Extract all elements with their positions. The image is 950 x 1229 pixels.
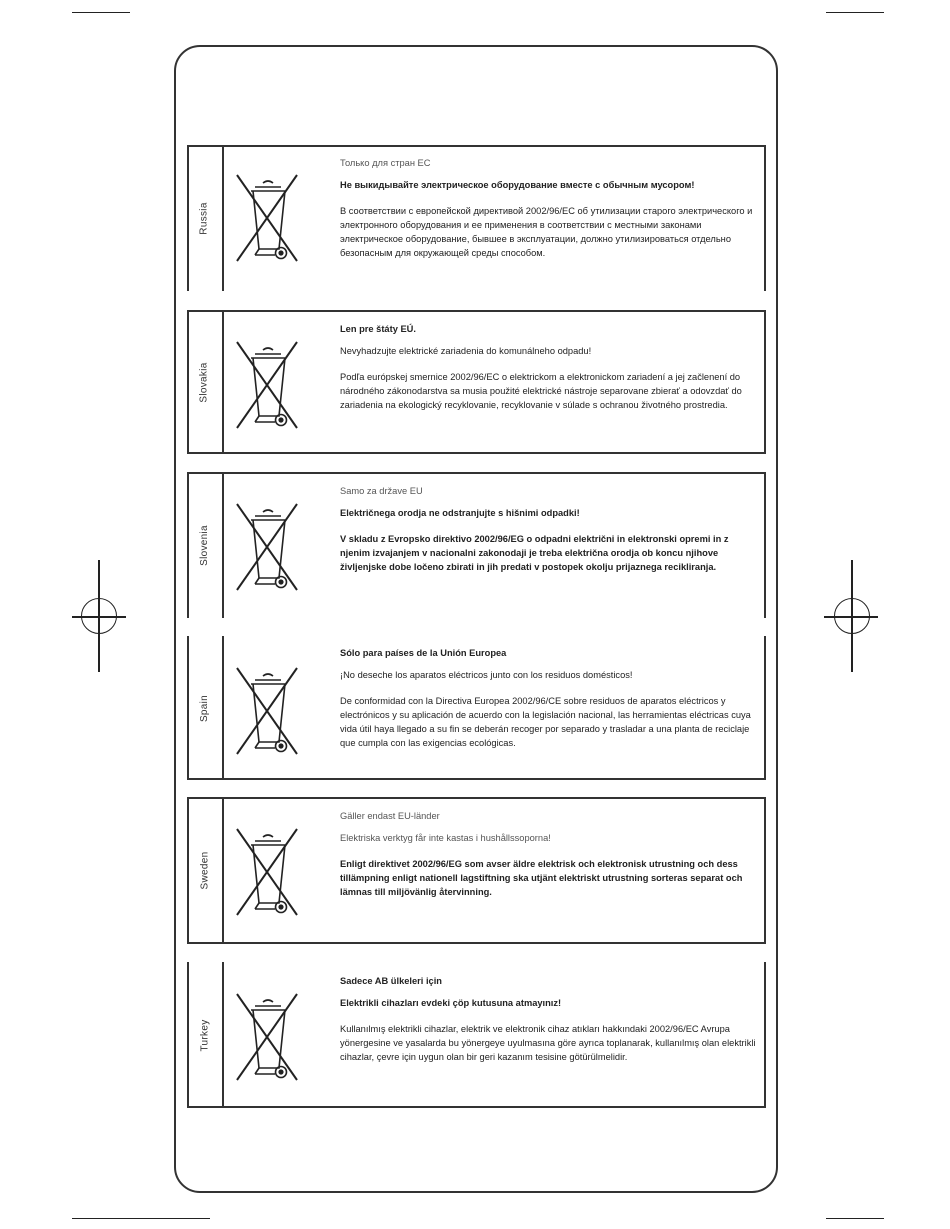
country-name: Slovakia (199, 361, 211, 403)
crop-mark-top-left (72, 12, 130, 13)
crop-mark-bottom-right (826, 1218, 884, 1219)
country-label (187, 797, 222, 944)
body-paragraph: Enligt direktivet 2002/96/EG som avser äldre elektrisk och elektronisk utrustning och dess tillämpning enligt nationell lagstiftning ska utjänt elektriskt utrustning sorteras separat och lämnas till miljövänlig återvinning. (340, 859, 743, 897)
warning-line: Nevyhadzujte elektrické zariadenia do komunálneho odpadu! (340, 346, 592, 356)
eu-only-line: Только для стран ЕС (340, 158, 431, 168)
section-slovakia (187, 310, 766, 454)
warning-line: Elektriska verktyg får inte kastas i hushållssoporna! (340, 833, 551, 843)
eu-only-line: Gäller endast EU-länder (340, 811, 440, 821)
registration-mark-circle (81, 598, 117, 634)
eu-only-line: Sólo para países de la Unión Europea (340, 648, 507, 658)
crossed-out-wheelie-bin-icon (235, 502, 301, 592)
crop-mark-top-right (826, 12, 884, 13)
section-sweden (187, 797, 766, 944)
country-label (187, 310, 222, 454)
body-paragraph: V skladu z Evropsko direktivo 2002/96/EG o odpadni električni in elektronski opremi in z njenim izvajanjem v nacionalni zakonodaji je treba električna orodja ob koncu njihove življenjske dobe ločeno zbirati in jih predati v postopek okolju prijaznega recikliranja. (340, 534, 729, 572)
section-slovenia (187, 472, 766, 618)
eu-only-line: Samo za države EU (340, 486, 423, 496)
section-text (340, 646, 758, 750)
crossed-out-wheelie-bin-icon (235, 827, 301, 917)
warning-line: Elektrikli cihazları evdeki çöp kutusuna atmayınız! (340, 998, 562, 1008)
body-paragraph: Podľa európskej smernice 2002/96/EC o elektrickom a elektronickom zariadení a jej začlenení do národného zákonodarstva sa musia použité elektrické nástroje separovane zbierať a odovzdať do zariadenia na ekologický recyklovanie, recyklovanie v súlade s ochranou životného prostredia. (340, 372, 742, 410)
section-turkey (187, 962, 766, 1108)
body-paragraph: De conformidad con la Directiva Europea 2002/96/CE sobre residuos de aparatos eléctricos y electrónicos y su aplicación de acuerdo con la legislación nacional, las herramientas eléctricas cuya vida útil haya llegado a su fin se deberán recoger por separado y trasladar a una planta de reciclaje que cumpla con las exigencias ecológicas. (340, 696, 751, 748)
section-text (340, 156, 758, 260)
crop-mark-bottom-left (72, 1218, 210, 1219)
country-name: Russia (199, 201, 210, 235)
country-name: Slovenia (199, 524, 211, 566)
crossed-out-wheelie-bin-icon (235, 173, 301, 263)
crossed-out-wheelie-bin-icon (235, 666, 301, 756)
eu-only-line: Sadece AB ülkeleri için (340, 976, 442, 986)
section-text (340, 484, 758, 574)
section-text (340, 809, 758, 899)
body-paragraph: Kullanılmış elektrikli cihazlar, elektrik ve elektronik cihaz atıkları hakkındaki 2002/96/EC Avrupa yönergesine ve yasalarda bu yönergeye uyulmasına göre ayrıca toplanarak, kullanılmış olan elektrikli cihazlar, çevre için uygun olan bir geri kazanım tesisine götürülmelidir. (340, 1024, 756, 1062)
country-label (187, 145, 222, 291)
country-label (187, 962, 222, 1108)
section-spain (187, 636, 766, 780)
registration-mark-circle (834, 598, 870, 634)
section-text (340, 322, 758, 412)
country-label (187, 636, 222, 780)
country-name: Turkey (199, 1019, 210, 1051)
section-russia (187, 145, 766, 291)
crossed-out-wheelie-bin-icon (235, 340, 301, 430)
country-label (187, 472, 222, 618)
body-paragraph: В соответствии с европейской директивой 2002/96/EC об утилизации старого электрического и электронного оборудования и ее применения в соответствии с местными законами электрическое оборудование, бывшее в эксплуатации, должно утилизироваться отдельно безопасным для окружающей среды способом. (340, 206, 753, 258)
section-text (340, 974, 758, 1064)
country-name: Spain (198, 694, 210, 722)
crossed-out-wheelie-bin-icon (235, 992, 301, 1082)
warning-line: ¡No deseche los aparatos eléctricos junto con los residuos domésticos! (340, 670, 633, 680)
warning-line: Električnega orodja ne odstranjujte s hišnimi odpadki! (340, 508, 580, 518)
eu-only-line: Len pre štáty EÚ. (340, 324, 416, 334)
warning-line: Не выкидывайте электрическое оборудование вместе с обычным мусором! (340, 180, 695, 190)
country-name: Sweden (199, 851, 211, 890)
